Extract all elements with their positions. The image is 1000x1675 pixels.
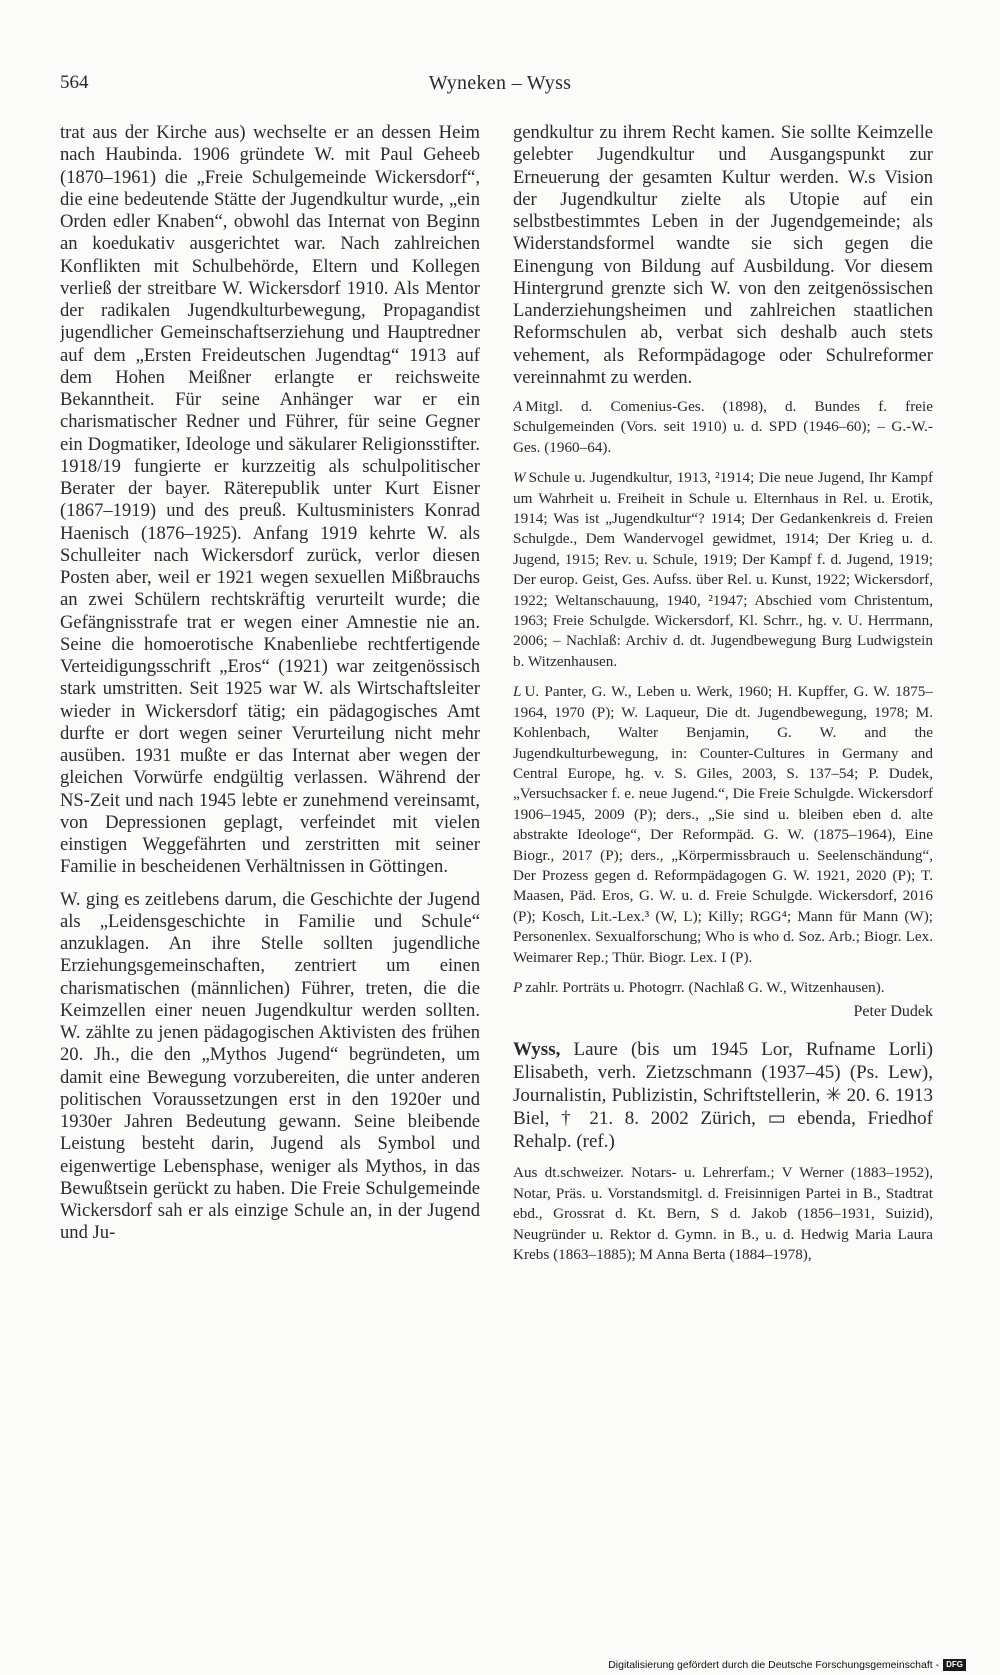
section-works: [513, 468, 933, 672]
right-paragraph-1: gendkultur zu ihrem Recht kamen. Sie sollte Keimzelle gelebter Jugendkultur und Ausgangspunkt zur Erneuerung der gesamten Kultur werden. W.s Vision der Jugendkultur zielte als Utopie auf ein selbstbestimmtes Leben in der Jugendgemeinde; als Widerstandsformel wandte sie sich gegen die Einengung von Bildung auf Ausbildung. Vor diesem Hintergrund grenzte sich W. von den zeitgenössischen Landerziehungsheimen und zahlreichen staatlichen Reformschulen ab, verbat sich deshalb auch stets vehement, als Reformpädagoge oder Schulreformer vereinnahmt zu werden.: [513, 122, 933, 388]
article-author: Peter Dudek: [853, 1003, 933, 1021]
section-memberships: [513, 397, 933, 458]
section-p-text: zahlr. Porträts u. Photogrr. (Nachlaß G. W., Witzenhausen).: [525, 978, 885, 996]
page-number: 564: [60, 72, 89, 93]
page-footer: [608, 1658, 966, 1672]
section-p-lead: P: [513, 978, 523, 996]
left-paragraph-1: trat aus der Kirche aus) wechselte er an dessen Heim nach Haubinda. 1906 gründete W. mit Paul Geheeb (1870–1961) die „Freie Schulgemeinde Wickersdorf“, die eine bedeutende Stätte der Jugendkultur wurde, „ein Orden edler Knaben“, obwohl das Internat von Beginn an koedukativ ausgerichtet war. Nach zahlreichen Konflikten mit Schulbehörde, Eltern und Kollegen verließ der streitbare W. Wickersdorf 1910. Als Mentor der radikalen Jugendkulturbewegung, Propagandist jugendlicher Gemeinschaftserziehung und Hauptredner auf dem „Ersten Freideutschen Jugendtag“ 1913 auf dem Hohen Meißner erlangte er reichsweite Bekanntheit. Für seine Anhänger war er ein charismatischer Redner und Führer, für seine Gegner ein Dogmatiker, Ideologe und säkularer Religionsstifter. 1918/19 fungierte er kurzzeitig als schulpolitischer Berater der bayer. Räterepublik unter Kurt Eisner (1867–1919) und des preuß. Kultusministers Konrad Haenisch (1876–1925). Anfang 1919 kehrte W. als Schulleiter nach Wickersdorf zurück, verlor diesen Posten aber, weil er 1921 wegen sexuellen Mißbrauchs an zwei Schülern rechtskräftig verurteilt wurde; die Gefängnisstrafe trat er wegen einer Amnestie nie an. Seine die homoerotische Knabenliebe rechtfertigende Verteidigungsschrift „Eros“ (1921) war zeitgenössisch stark umstritten. Seit 1925 war W. als Wirtschaftsleiter wieder in Wickersdorf tätig; ein pädagogisches Amt durfte er dort wegen seiner Verurteilung nicht mehr ausüben. 1931 mußte er das Internat aber wegen der gleichen Vorwürfe endgültig verlassen. Während der NS-Zeit und nach 1945 lebte er zunehmend vereinsamt, von Depressionen geplagt, verfeindet mit vielen einstigen Weggefährten und zerstritten mit seiner Familie in bescheidenen Verhältnissen in Göttingen.: [60, 122, 480, 878]
running-head: Wyneken – Wyss: [428, 72, 572, 94]
section-a-text: Mitgl. d. Comenius-Ges. (1898), d. Bundes f. freie Schulgemeinden (Vors. seit 1910) u. d. SPD (1946–60); – G.-W.-Ges. (1960–64).: [513, 398, 933, 456]
section-l-lead: L: [513, 683, 522, 701]
section-l-text: U. Panter, G. W., Leben u. Werk, 1960; H. Kupffer, G. W. 1875–1964, 1970 (P); W. Laqueur, Die dt. Jugendbewegung, 1978; M. Kohlenbach, Walter Benjamin, G. W. and the Jugendkulturbewegung, in: Counter-Cultures in Germany and Central Europe, hg. v. S. Giles, 2003, S. 137–54; P. Dudek, „Versuchsacker f. e. neue Jugend.“, Die Freie Schulgde. Wickersdorf 1906–1945, 2009 (P); ders., „Sie sind u. bleiben eben d. alte abstrakte Ideologe“, Der Reformpäd. G. W. (1875–1964), Eine Biogr., 2017 (P); ders., „Körpermissbrauch u. Seelenschändung“, Der Prozess gegen d. Reformpädagogen G. W. 1921, 2020 (P); T. Maasen, Päd. Eros, G. W. u. d. Freie Schulgde. Wickersdorf, 2016 (P); Kosch, Lit.-Lex.³ (W, L); Killy; RGG⁴; Mann für Mann (W); Personenlex. Sexualforschung; Who is who d. Soz. Arb.; Biogr. Lex. Weimarer Rep.; Thür. Biogr. Lex. I (P).: [513, 683, 933, 966]
left-column: [60, 122, 480, 1532]
left-paragraph-2: W. ging es zeitlebens darum, die Geschichte der Jugend als „Leidensgeschichte in Familie und Schule“ anzuklagen. An ihre Stelle sollten jugendliche Erziehungsgemeinschaften, zentriert um einen charismatischen (männlichen) Führer, treten, die die Keimzellen einer neuen Jugendkultur werden sollten. W. zählte zu jenen pädagogischen Aktivisten des frühen 20. Jh., die den „Mythos Jugend“ begründeten, um damit eine Bewegung vorzubereiten, die unter anderen politischen Voraussetzungen erst in den 1920er und 1930er Jahren Bedeutung gewann. Seine bleibende Leistung besteht darin, Jugend als Symbol und eigenwertige Lebensphase, weniger als Mythos, in das Bewußtsein gerückt zu haben. Die Freie Schulgemeinde Wickersdorf sah er als einzige Schule an, in der Jugend und Ju-: [60, 888, 480, 1244]
section-portraits: [513, 978, 933, 998]
next-entry-body: Aus dt.schweizer. Notars- u. Lehrerfam.; V Werner (1883–1952), Notar, Präs. u. Vorstandsmitgl. d. Freisinnigen Partei in B., Stadtrat ebd., Grossrat d. Kt. Bern, S d. Jakob (1856–1931, Suizid), Neugründer u. Rektor d. Gymn. in B., u. d. Hedwig Maria Laura Krebs (1863–1885); M Anna Berta (1884–1978),: [513, 1164, 933, 1263]
section-w-lead: W: [513, 469, 526, 487]
entry-head-text: Laure (bis um 1945 Lor, Rufname Lorli) Elisabeth, verh. Zietzschmann (1937–45) (Ps. Lew), Journalistin, Publizistin, Schriftstellerin, ✳ 20. 6. 1913 Biel, † 21. 8. 2002 Zürich, ▭ ebenda, Friedhof Rehalp. (ref.): [513, 1039, 933, 1153]
footer-text: Digitalisierung gefördert durch die Deutsche Forschungsgemeinschaft -: [608, 1659, 940, 1671]
entry-name: Wyss,: [513, 1039, 561, 1061]
dfg-logo: DFG: [943, 1659, 966, 1671]
next-entry-heading: [513, 1038, 933, 1153]
right-column: [513, 122, 933, 1497]
section-a-lead: A: [513, 398, 523, 415]
section-literature: [513, 682, 933, 968]
section-w-text: Schule u. Jugendkultur, 1913, ²1914; Die neue Jugend, Ihr Kampf um Wahrheit u. Freiheit in Schule u. Elternhaus in Rel. u. Erotik, 1914; Was ist „Jugendkultur“? 1914; Der Gedankenkreis d. Freien Schulgde., Dem Wandervogel gewidmet, 1914; Der Krieg u. d. Jugend, 1915; Rev. u. Schule, 1919; Der Kampf f. d. Jugend, 1919; Der europ. Geist, Ges. Aufss. über Rel. u. Kunst, 1922; Wickersdorf, 1922; Weltanschauung, 1940, ²1947; Abschied vom Christentum, 1963; Freie Schulgde. Wickersdorf, Kl. Schrr., hg. v. U. Herrmann, 2006; – Nachlaß: Archiv d. dt. Jugendbewegung Burg Ludwigstein b. Witzenhausen.: [513, 469, 933, 670]
page-header: [60, 72, 940, 102]
